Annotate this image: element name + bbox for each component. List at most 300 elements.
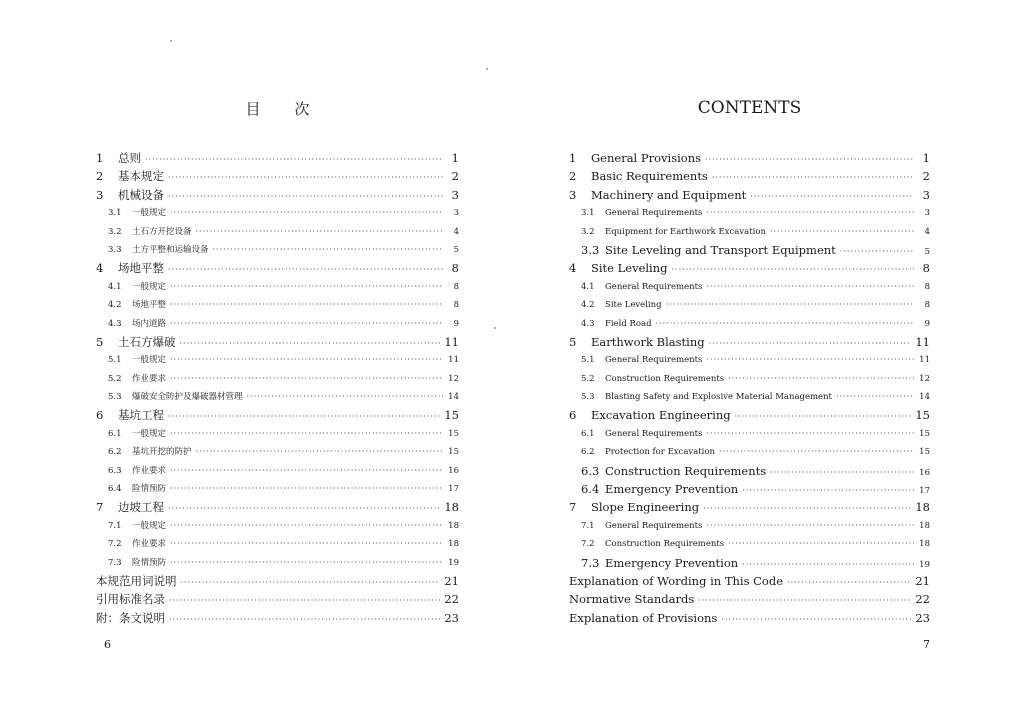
dot-leader bbox=[706, 278, 914, 296]
toc-entry-text: 土石方开挖设备 bbox=[132, 226, 192, 237]
toc-entry-label bbox=[108, 296, 166, 314]
toc-entry-text: 险情预防 bbox=[132, 557, 167, 568]
toc-entry-page: 19 bbox=[919, 559, 930, 570]
dot-leader bbox=[170, 425, 443, 443]
toc-entry-number: 7.1 bbox=[108, 520, 122, 531]
toc-entry bbox=[96, 351, 459, 369]
toc-entry bbox=[96, 498, 459, 516]
dot-leader bbox=[840, 243, 914, 261]
toc-entry-page: 9 bbox=[453, 318, 459, 329]
toc-entry-page: 4 bbox=[453, 226, 459, 237]
toc-entry-text: Emergency Prevention bbox=[605, 482, 739, 497]
toc-entry-number: 1 bbox=[569, 151, 577, 165]
dot-leader bbox=[706, 425, 914, 443]
toc-entry-text: General Provisions bbox=[591, 151, 702, 165]
toc-entry-text: Construction Requirements bbox=[605, 539, 725, 550]
toc-entry bbox=[569, 370, 930, 388]
toc-entry-number: 7.2 bbox=[108, 539, 122, 550]
toc-entry-label bbox=[581, 425, 702, 443]
toc-entry-page: 2 bbox=[451, 169, 459, 184]
toc-entry-text: 基本规定 bbox=[118, 169, 164, 184]
toc-entry bbox=[569, 296, 930, 314]
toc-entry bbox=[569, 406, 930, 424]
toc-entry-text: 一般规定 bbox=[132, 355, 167, 366]
toc-entry-label bbox=[108, 315, 166, 333]
toc-entry-number: 7 bbox=[96, 500, 104, 515]
toc-entry bbox=[96, 443, 459, 461]
toc-entry-label bbox=[569, 186, 746, 204]
toc-entry-label bbox=[581, 351, 702, 369]
toc-entry-page: 11 bbox=[919, 355, 930, 366]
toc-entry bbox=[96, 388, 459, 406]
toc-entry-number: 3.2 bbox=[581, 226, 595, 237]
toc-entry-text: 土石方爆破 bbox=[118, 334, 176, 349]
toc-entry-number: 6.3 bbox=[581, 463, 600, 478]
toc-entry bbox=[569, 609, 930, 627]
dot-leader bbox=[705, 151, 914, 169]
toc-entry-label bbox=[581, 480, 738, 498]
toc-entry-text: Construction Requirements bbox=[605, 463, 767, 478]
toc-entry-number: 5.3 bbox=[108, 392, 122, 403]
toc-entry bbox=[569, 498, 930, 516]
toc-entry-text: Slope Engineering bbox=[591, 500, 700, 515]
toc-entry-page: 22 bbox=[444, 592, 459, 607]
toc-entry-number: 2 bbox=[569, 169, 577, 184]
toc-entry bbox=[569, 149, 930, 167]
toc-entry-number: 6.2 bbox=[581, 447, 595, 458]
toc-entry-number: 5.2 bbox=[108, 373, 122, 384]
dot-leader bbox=[170, 480, 443, 498]
dot-leader bbox=[145, 151, 443, 169]
toc-entry-label bbox=[108, 462, 166, 480]
toc-entry-text: Basic Requirements bbox=[591, 169, 708, 184]
toc-entry-number: 4.3 bbox=[581, 318, 595, 329]
toc-entry-number: 5.1 bbox=[108, 355, 122, 366]
toc-entry-text: General Requirements bbox=[605, 281, 703, 292]
toc-entry-page: 8 bbox=[922, 261, 930, 276]
table-of-contents bbox=[96, 149, 459, 627]
page-number: 7 bbox=[923, 638, 930, 651]
toc-entry-number: 4.1 bbox=[581, 281, 595, 292]
dot-leader bbox=[698, 592, 911, 610]
toc-entry-number: 3.3 bbox=[581, 242, 600, 257]
toc-entry-page: 15 bbox=[919, 447, 930, 458]
toc-entry bbox=[569, 186, 930, 204]
toc-entry-page: 5 bbox=[924, 246, 930, 257]
toc-entry-page: 8 bbox=[453, 281, 459, 292]
toc-entry-page: 5 bbox=[453, 244, 459, 255]
toc-entry-number: 4.2 bbox=[581, 300, 595, 311]
toc-entry-text: General Requirements bbox=[605, 428, 703, 439]
toc-entry-text: 一般规定 bbox=[132, 428, 167, 439]
toc-entry bbox=[96, 535, 459, 553]
toc-entry-page: 3 bbox=[451, 187, 459, 202]
toc-entry-page: 18 bbox=[919, 520, 930, 531]
toc-entry-number: 2 bbox=[96, 169, 104, 184]
toc-entry-number: 3.3 bbox=[108, 244, 122, 255]
toc-entry-page: 18 bbox=[919, 539, 930, 550]
toc-entry bbox=[569, 278, 930, 296]
toc-entry-text: 引用标准名录 bbox=[96, 592, 165, 607]
dot-leader bbox=[169, 592, 440, 610]
left-page bbox=[96, 0, 459, 724]
scan-speck bbox=[494, 327, 496, 329]
toc-entry-text: Site Leveling and Transport Equipment bbox=[605, 242, 836, 257]
toc-entry-label bbox=[581, 296, 662, 314]
toc-entry-text: Site Leveling bbox=[591, 261, 668, 276]
toc-entry-page: 11 bbox=[915, 334, 930, 349]
toc-entry bbox=[569, 241, 930, 259]
scan-speck bbox=[170, 40, 172, 42]
toc-entry-text: Excavation Engineering bbox=[591, 408, 731, 423]
dot-leader bbox=[787, 574, 911, 592]
toc-entry bbox=[96, 554, 459, 572]
dot-leader bbox=[666, 296, 914, 314]
toc-entry-number: 7.2 bbox=[581, 539, 595, 550]
toc-entry-page: 15 bbox=[448, 428, 459, 439]
toc-entry-label bbox=[581, 443, 715, 461]
toc-entry bbox=[569, 204, 930, 222]
toc-entry-page: 18 bbox=[444, 500, 459, 515]
toc-entry-text: Explanation of Wording in This Code bbox=[569, 573, 784, 588]
toc-entry bbox=[569, 443, 930, 461]
toc-entry-label bbox=[96, 259, 164, 277]
toc-entry-page: 3 bbox=[924, 208, 930, 219]
toc-entry-page: 17 bbox=[919, 486, 930, 497]
toc-entry-page: 12 bbox=[448, 373, 459, 384]
toc-entry-page: 1 bbox=[922, 151, 930, 165]
toc-entry-text: Field Road bbox=[605, 318, 652, 329]
toc-entry-label bbox=[108, 241, 209, 259]
toc-entry-number: 4.1 bbox=[108, 281, 122, 292]
toc-entry-label bbox=[108, 223, 192, 241]
toc-entry-number: 1 bbox=[96, 151, 104, 165]
toc-entry-number: 7.3 bbox=[108, 557, 122, 568]
toc-entry bbox=[96, 223, 459, 241]
toc-entry-page: 3 bbox=[922, 187, 930, 202]
toc-entry-number: 7.3 bbox=[581, 555, 600, 570]
toc-entry-number: 6.1 bbox=[108, 428, 122, 439]
toc-entry-label bbox=[569, 259, 668, 277]
toc-entry bbox=[96, 149, 459, 167]
toc-entry-text: Site Leveling bbox=[605, 300, 662, 311]
toc-entry-label bbox=[96, 186, 164, 204]
dot-leader bbox=[770, 464, 914, 482]
toc-entry bbox=[96, 278, 459, 296]
toc-entry-label bbox=[108, 535, 166, 553]
toc-entry bbox=[569, 572, 930, 590]
toc-entry-label bbox=[96, 498, 164, 516]
dot-leader bbox=[170, 351, 443, 369]
toc-entry bbox=[96, 167, 459, 185]
toc-entry-number: 5 bbox=[96, 334, 104, 349]
toc-entry-label bbox=[569, 609, 717, 627]
dot-leader bbox=[181, 574, 441, 592]
toc-entry-label bbox=[581, 370, 724, 388]
toc-entry-number: 6.2 bbox=[108, 447, 122, 458]
toc-entry-text: 场内道路 bbox=[132, 318, 167, 329]
toc-entry-page: 4 bbox=[924, 226, 930, 237]
toc-entry-page: 16 bbox=[448, 465, 459, 476]
page-title: 目次 bbox=[245, 100, 344, 118]
toc-entry-text: 一般规定 bbox=[132, 520, 167, 531]
toc-entry bbox=[96, 572, 459, 590]
toc-entry-text: Earthwork Blasting bbox=[591, 334, 705, 349]
toc-entry-page: 18 bbox=[448, 520, 459, 531]
scan-speck bbox=[486, 68, 488, 70]
toc-entry-label bbox=[96, 590, 165, 608]
toc-entry-number: 6.4 bbox=[581, 482, 600, 497]
toc-entry-label bbox=[96, 609, 165, 627]
dot-leader bbox=[170, 204, 443, 222]
toc-entry-number: 3 bbox=[96, 187, 104, 202]
toc-entry-page: 3 bbox=[453, 208, 459, 219]
toc-entry bbox=[569, 462, 930, 480]
toc-entry-number: 7 bbox=[569, 500, 577, 515]
toc-entry-page: 1 bbox=[451, 151, 459, 165]
toc-entry-number: 6.3 bbox=[108, 465, 122, 476]
toc-entry-label bbox=[108, 517, 166, 535]
page-number: 6 bbox=[104, 638, 111, 651]
dot-leader bbox=[728, 370, 914, 388]
toc-entry-label bbox=[581, 388, 832, 406]
toc-entry-number: 6.4 bbox=[108, 484, 122, 495]
toc-entry-page: 23 bbox=[915, 610, 930, 625]
toc-entry-label bbox=[569, 149, 701, 167]
toc-entry-number: 5.1 bbox=[581, 355, 595, 366]
toc-entry bbox=[569, 167, 930, 185]
toc-entry-label bbox=[108, 388, 243, 406]
toc-entry-page: 14 bbox=[919, 392, 930, 403]
table-of-contents bbox=[569, 149, 930, 627]
toc-entry-text: 一般规定 bbox=[132, 208, 167, 219]
page-title: CONTENTS bbox=[697, 98, 802, 118]
toc-entry bbox=[96, 241, 459, 259]
dot-leader bbox=[170, 315, 443, 333]
toc-entry-label bbox=[108, 480, 166, 498]
toc-entry-text: 场地平整 bbox=[118, 261, 164, 276]
toc-entry-label bbox=[581, 535, 724, 553]
toc-entry-label bbox=[96, 406, 164, 424]
toc-entry bbox=[96, 425, 459, 443]
toc-entry-text: General Requirements bbox=[605, 520, 703, 531]
toc-entry-page: 8 bbox=[453, 300, 459, 311]
toc-entry-number: 6 bbox=[569, 408, 577, 423]
toc-entry-number: 5 bbox=[569, 334, 577, 349]
toc-entry-page: 15 bbox=[919, 428, 930, 439]
toc-entry-text: 基坑工程 bbox=[118, 408, 164, 423]
toc-entry-page: 23 bbox=[444, 610, 459, 625]
toc-entry-text: 边坡工程 bbox=[118, 500, 164, 515]
toc-entry-text: Normative Standards bbox=[569, 592, 695, 607]
dot-leader bbox=[196, 223, 443, 241]
toc-entry-page: 14 bbox=[448, 392, 459, 403]
toc-entry-number: 5.3 bbox=[581, 392, 595, 403]
toc-entry-label bbox=[108, 351, 166, 369]
toc-entry bbox=[569, 554, 930, 572]
toc-entry-number: 3 bbox=[569, 187, 577, 202]
toc-entry-label bbox=[569, 572, 783, 590]
toc-entry-page: 8 bbox=[451, 261, 459, 276]
toc-entry-label bbox=[581, 554, 738, 572]
toc-entry-label bbox=[569, 333, 705, 351]
toc-entry-label bbox=[581, 223, 766, 241]
toc-entry bbox=[569, 517, 930, 535]
dot-leader bbox=[742, 482, 914, 500]
toc-entry-label bbox=[108, 443, 192, 461]
toc-entry-label bbox=[581, 278, 702, 296]
toc-entry-label bbox=[581, 517, 702, 535]
dot-leader bbox=[169, 611, 440, 629]
toc-entry-label bbox=[96, 149, 141, 167]
toc-entry bbox=[569, 333, 930, 351]
toc-entry-label bbox=[108, 554, 166, 572]
toc-entry-label bbox=[96, 572, 177, 590]
toc-entry-number: 4.2 bbox=[108, 300, 122, 311]
toc-entry-text: General Requirements bbox=[605, 208, 703, 219]
toc-entry-text: 作业要求 bbox=[132, 373, 167, 384]
toc-entry-number: 4 bbox=[96, 261, 104, 276]
toc-entry-text: Equipment for Earthwork Excavation bbox=[605, 226, 766, 237]
toc-entry-text: 基坑开挖的防护 bbox=[132, 447, 192, 458]
toc-entry-text: 本规范用词说明 bbox=[96, 573, 177, 588]
toc-entry-number: 5.2 bbox=[581, 373, 595, 384]
dot-leader bbox=[170, 535, 443, 553]
dot-leader bbox=[170, 517, 443, 535]
toc-entry-number: 3.2 bbox=[108, 226, 122, 237]
toc-entry-text: 机械设备 bbox=[118, 187, 164, 202]
dot-leader bbox=[247, 388, 443, 406]
toc-entry-label bbox=[569, 590, 694, 608]
toc-entry-number: 4.3 bbox=[108, 318, 122, 329]
toc-entry-number: 3.1 bbox=[581, 208, 595, 219]
toc-entry bbox=[96, 370, 459, 388]
toc-entry bbox=[96, 186, 459, 204]
toc-entry-page: 12 bbox=[919, 373, 930, 384]
toc-entry bbox=[96, 480, 459, 498]
toc-entry-label bbox=[569, 167, 708, 185]
toc-entry bbox=[96, 333, 459, 351]
toc-entry bbox=[569, 259, 930, 277]
toc-entry-text: 爆破安全防护及爆破器材管理 bbox=[132, 392, 243, 403]
toc-entry-page: 8 bbox=[924, 281, 930, 292]
dot-leader bbox=[170, 370, 443, 388]
toc-entry-page: 15 bbox=[444, 408, 459, 423]
dot-leader bbox=[196, 443, 443, 461]
toc-entry-text: 场地平整 bbox=[132, 300, 167, 311]
toc-entry-label bbox=[108, 370, 166, 388]
toc-entry-page: 15 bbox=[448, 447, 459, 458]
dot-leader bbox=[728, 535, 914, 553]
toc-entry-page: 19 bbox=[448, 557, 459, 568]
toc-entry bbox=[569, 351, 930, 369]
toc-entry-label bbox=[96, 167, 164, 185]
toc-entry bbox=[569, 388, 930, 406]
toc-entry-number: 7.1 bbox=[581, 520, 595, 531]
toc-entry-number: 3.1 bbox=[108, 208, 122, 219]
dot-leader bbox=[170, 462, 443, 480]
toc-entry-page: 11 bbox=[444, 334, 459, 349]
toc-entry-text: Explanation of Provisions bbox=[569, 610, 718, 625]
toc-entry-text: Emergency Prevention bbox=[605, 555, 739, 570]
toc-entry-text: 作业要求 bbox=[132, 539, 167, 550]
toc-entry-label bbox=[108, 204, 166, 222]
toc-entry-text: General Requirements bbox=[605, 355, 703, 366]
toc-entry-text: Construction Requirements bbox=[605, 373, 725, 384]
toc-entry-label bbox=[108, 278, 166, 296]
toc-entry-text: Blasting Safety and Explosive Material Management bbox=[605, 392, 832, 403]
toc-entry-text: 总则 bbox=[118, 151, 141, 165]
toc-entry-page: 8 bbox=[924, 300, 930, 311]
toc-entry-page: 21 bbox=[444, 573, 459, 588]
toc-entry-label bbox=[581, 462, 766, 480]
dot-leader bbox=[656, 315, 914, 333]
toc-entry-page: 18 bbox=[448, 539, 459, 550]
toc-entry-label bbox=[581, 241, 836, 259]
dot-leader bbox=[719, 443, 914, 461]
toc-entry-label bbox=[581, 315, 652, 333]
toc-entry-text: 作业要求 bbox=[132, 465, 167, 476]
toc-entry-text: 险情预防 bbox=[132, 484, 167, 495]
toc-entry bbox=[569, 425, 930, 443]
dot-leader bbox=[168, 169, 443, 187]
toc-entry-page: 9 bbox=[924, 318, 930, 329]
toc-entry-text: 附：条文说明 bbox=[96, 610, 165, 625]
toc-entry bbox=[569, 223, 930, 241]
dot-leader bbox=[170, 278, 443, 296]
toc-entry bbox=[96, 590, 459, 608]
toc-entry-label bbox=[581, 204, 702, 222]
toc-entry bbox=[569, 590, 930, 608]
toc-entry bbox=[96, 315, 459, 333]
toc-entry-page: 21 bbox=[915, 573, 930, 588]
dot-leader bbox=[706, 351, 914, 369]
toc-entry-text: 一般规定 bbox=[132, 281, 167, 292]
toc-entry bbox=[96, 517, 459, 535]
dot-leader bbox=[706, 204, 914, 222]
toc-entry-number: 6.1 bbox=[581, 428, 595, 439]
toc-entry-label bbox=[569, 498, 699, 516]
toc-entry-page: 15 bbox=[915, 408, 930, 423]
right-page bbox=[569, 0, 930, 724]
toc-entry-text: Machinery and Equipment bbox=[591, 187, 747, 202]
toc-entry-page: 22 bbox=[915, 592, 930, 607]
toc-entry-text: Protection for Excavation bbox=[605, 447, 715, 458]
toc-entry-label bbox=[108, 425, 166, 443]
dot-leader bbox=[770, 223, 914, 241]
toc-entry bbox=[96, 204, 459, 222]
toc-entry-page: 16 bbox=[919, 467, 930, 478]
toc-entry-text: 土方平整和运输设备 bbox=[132, 244, 209, 255]
toc-entry bbox=[569, 535, 930, 553]
dot-leader bbox=[836, 388, 914, 406]
toc-entry-page: 17 bbox=[448, 484, 459, 495]
toc-entry bbox=[96, 259, 459, 277]
dot-leader bbox=[721, 611, 911, 629]
toc-entry bbox=[569, 480, 930, 498]
toc-entry bbox=[569, 315, 930, 333]
toc-entry-page: 2 bbox=[922, 169, 930, 184]
toc-entry-number: 6 bbox=[96, 408, 104, 423]
toc-entry bbox=[96, 462, 459, 480]
dot-leader bbox=[170, 554, 443, 572]
toc-entry-label bbox=[96, 333, 176, 351]
toc-entry-page: 11 bbox=[448, 355, 459, 366]
dot-leader bbox=[706, 517, 914, 535]
toc-entry-label bbox=[569, 406, 731, 424]
toc-entry-page: 18 bbox=[915, 500, 930, 515]
toc-entry bbox=[96, 609, 459, 627]
